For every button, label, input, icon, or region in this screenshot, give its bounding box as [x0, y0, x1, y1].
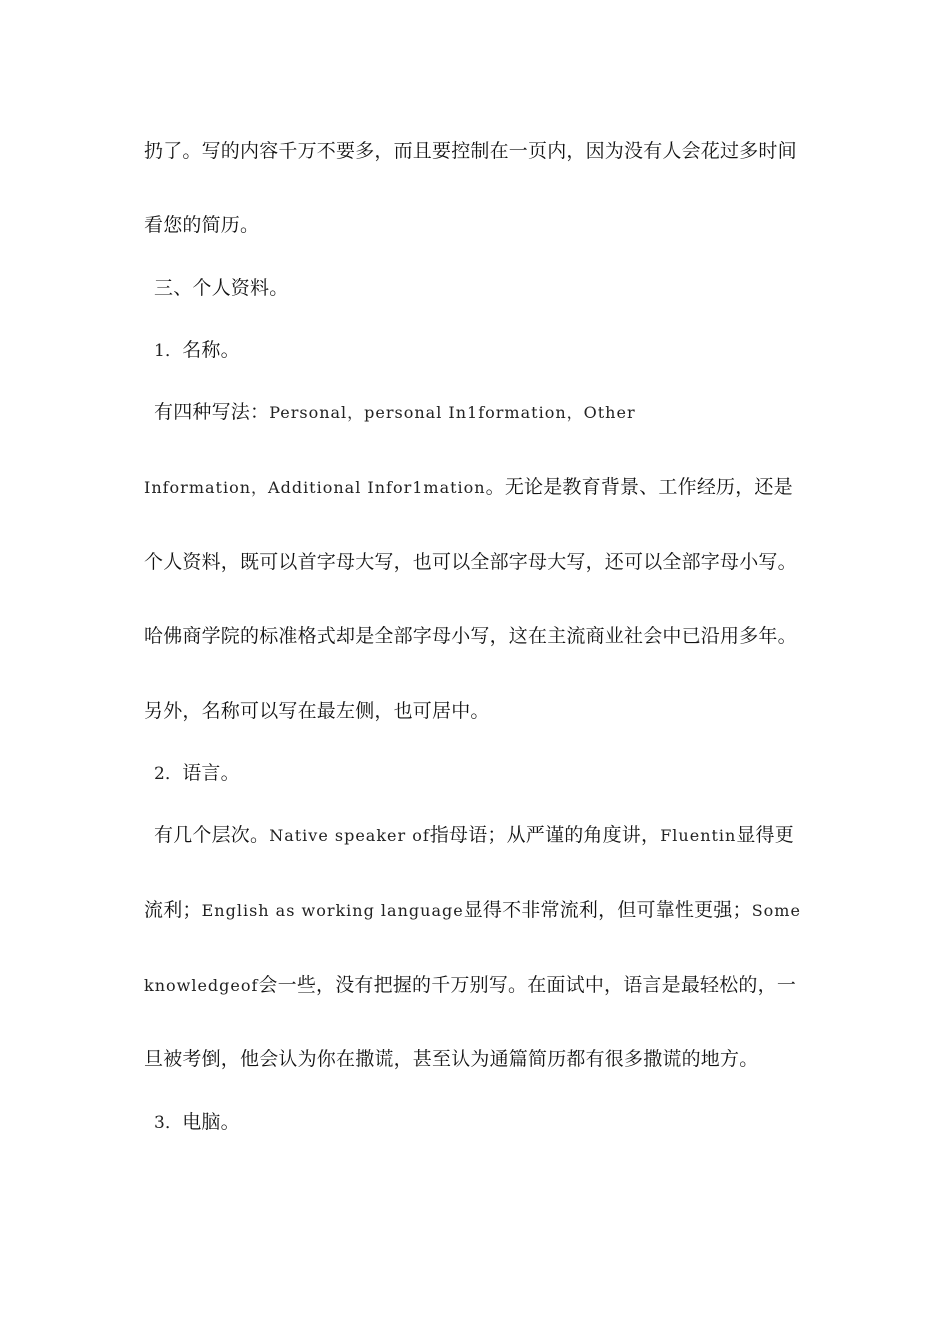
latin-text: English as working language — [201, 901, 464, 920]
paragraph-line-3 — [154, 399, 636, 426]
paragraph-line-6 — [144, 623, 797, 649]
paragraph-line-1 — [144, 138, 797, 164]
heading-text: 三、个人资料。 — [154, 277, 289, 299]
paragraph-line-7 — [144, 698, 490, 724]
line-text: 流利； — [144, 899, 202, 921]
subheading-text: 名称。 — [182, 339, 240, 361]
latin-text: Some — [751, 901, 801, 920]
paragraph-line-4 — [144, 474, 793, 501]
line-text: 有四种写法： — [154, 401, 270, 423]
subheading-language — [154, 760, 240, 787]
line-text: 看您的简历。 — [144, 214, 260, 236]
latin-text: Personal，personal In1formation，Other — [269, 403, 636, 422]
latin-text: Native speaker of — [269, 826, 430, 845]
subheading-name — [154, 337, 240, 364]
list-number: 3． — [154, 1113, 183, 1133]
section-heading-personal-info — [154, 275, 288, 301]
line-text: 个人资料，既可以首字母大写，也可以全部字母大写，还可以全部字母小写。 — [144, 551, 797, 573]
line-text: 旦被考倒，他会认为你在撒谎，甚至认为通篇简历都有很多撒谎的地方。 — [144, 1048, 759, 1070]
line-text: 显得更 — [736, 824, 794, 846]
paragraph-line-5 — [144, 549, 797, 575]
paragraph-line-9 — [144, 897, 801, 924]
line-text: 。无论是教育背景、工作经历，还是 — [485, 476, 793, 498]
latin-text: Fluentin — [660, 826, 737, 845]
line-text: 扔了。写的内容千万不要多，而且要控制在一页内，因为没有人会花过多时间 — [144, 140, 797, 162]
paragraph-line-8 — [154, 822, 794, 849]
subheading-text: 电脑。 — [182, 1111, 240, 1133]
list-number: 1． — [154, 341, 183, 361]
latin-text: knowledgeof — [144, 976, 259, 995]
paragraph-line-10 — [144, 972, 796, 999]
paragraph-line-11 — [144, 1046, 758, 1072]
line-text: 另外，名称可以写在最左侧，也可居中。 — [144, 700, 490, 722]
latin-text: Information，Additional Infor1mation — [144, 478, 486, 497]
line-text: 会一些，没有把握的千万别写。在面试中，语言是最轻松的，一 — [258, 974, 797, 996]
line-text: 哈佛商学院的标准格式却是全部字母小写，这在主流商业社会中已沿用多年。 — [144, 625, 797, 647]
list-number: 2． — [154, 764, 183, 784]
line-text: 显得不非常流利，但可靠性更强； — [463, 899, 752, 921]
subheading-text: 语言。 — [182, 762, 240, 784]
subheading-computer — [154, 1109, 240, 1136]
line-text: 有几个层次。 — [154, 824, 270, 846]
paragraph-line-2 — [144, 212, 259, 238]
line-text: 指母语；从严谨的角度讲， — [429, 824, 661, 846]
